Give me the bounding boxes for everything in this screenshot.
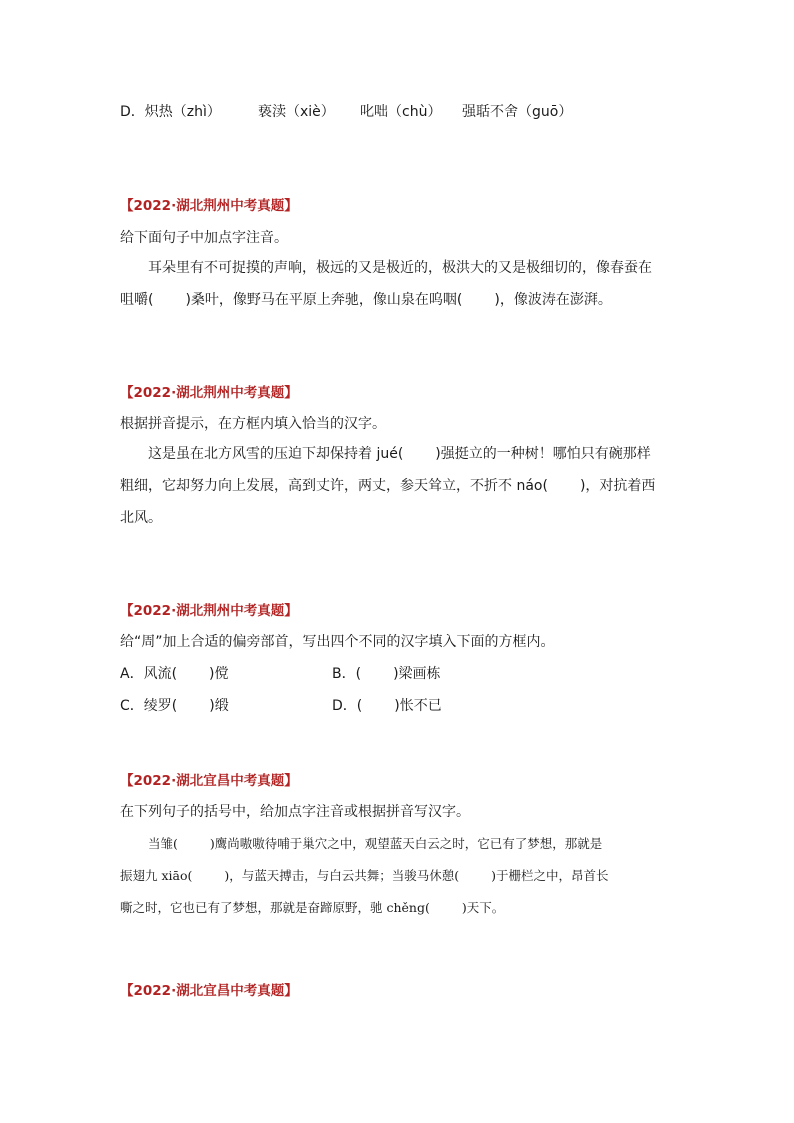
question-source-tag: 【2022·湖北宜昌中考真题】 [120, 773, 298, 789]
option-d-item-1: 炽热（zhì） [144, 104, 221, 120]
option-text: C．绫罗( [120, 698, 178, 714]
passage-text: )天下。 [461, 900, 505, 915]
passage-text: )，像波涛在澎湃。 [494, 292, 612, 308]
option-text: )缎 [209, 698, 229, 714]
question-source-tag: 【2022·湖北荆州中考真题】 [120, 385, 298, 401]
question-instruction: 给下面句子中加点字注音。 [120, 230, 288, 246]
passage-text: 粗细，它却努力向上发展，高到丈许，两丈，参天耸立，不折不 náo( [120, 478, 548, 494]
passage-text: 嘶之时，它也已有了梦想，那就是奋蹄原野，驰 chěng( [120, 900, 430, 915]
question-instruction: 根据拼音提示，在方框内填入恰当的汉字。 [120, 416, 386, 432]
option-text: A．风流( [120, 666, 178, 682]
passage-line [120, 898, 504, 918]
passage-text: )于栅栏之中，昂首长 [491, 868, 609, 883]
option-d [332, 696, 442, 716]
option-a [120, 664, 229, 684]
option-d-prefix: D． [120, 104, 145, 120]
passage-line [120, 866, 609, 886]
option-text: )怅不已 [394, 698, 442, 714]
question-source-tag: 【2022·湖北荆州中考真题】 [120, 198, 298, 214]
option-b [332, 664, 441, 684]
option-text: )傥 [209, 666, 229, 682]
passage-text: )，对抗着西 [579, 478, 656, 494]
option-d-line [120, 102, 221, 122]
passage-line: 耳朵里有不可捉摸的声响，极远的又是极近的，极洪大的又是极细切的，像春蚕在 [148, 260, 652, 276]
passage-text: )鹰尚嗷嗷待哺于巢穴之中，观望蓝天白云之时，它已有了梦想，那就是 [209, 836, 603, 851]
question-source-tag: 【2022·湖北荆州中考真题】 [120, 603, 298, 619]
passage-line [120, 290, 612, 310]
option-text: D．( [332, 698, 363, 714]
passage-text: 振翅九 xiāo( [120, 868, 193, 883]
option-d-item-2: 亵渎（xiè） [258, 104, 335, 120]
passage-text: )桑叶，像野马在平原上奔驰，像山泉在呜咽( [185, 292, 463, 308]
question-instruction: 给“周”加上合适的偏旁部首，写出四个不同的汉字填入下面的方框内。 [120, 634, 555, 650]
passage-line [148, 834, 602, 854]
passage-text: )，与蓝天搏击，与白云共舞；当骏马休憩( [224, 868, 460, 883]
option-text: B．( [332, 666, 362, 682]
option-c [120, 696, 229, 716]
passage-line [148, 444, 651, 464]
passage-text: )强挺立的一种树！哪怕只有碗那样 [435, 446, 651, 462]
question-instruction: 在下列句子的括号中，给加点字注音或根据拼音写汉字。 [120, 804, 470, 820]
passage-text: 咀嚼( [120, 292, 154, 308]
passage-line: 北风。 [120, 510, 162, 526]
option-d-item-3: 叱咄（chù） [360, 104, 442, 120]
question-source-tag: 【2022·湖北宜昌中考真题】 [120, 983, 298, 999]
passage-text: 这是虽在北方风雪的压迫下却保持着 jué( [148, 446, 404, 462]
option-d-item-4: 强聒不舍（guō） [462, 104, 573, 120]
option-text: )梁画栋 [393, 666, 441, 682]
passage-line [120, 476, 655, 496]
passage-text: 当雏( [148, 836, 178, 851]
